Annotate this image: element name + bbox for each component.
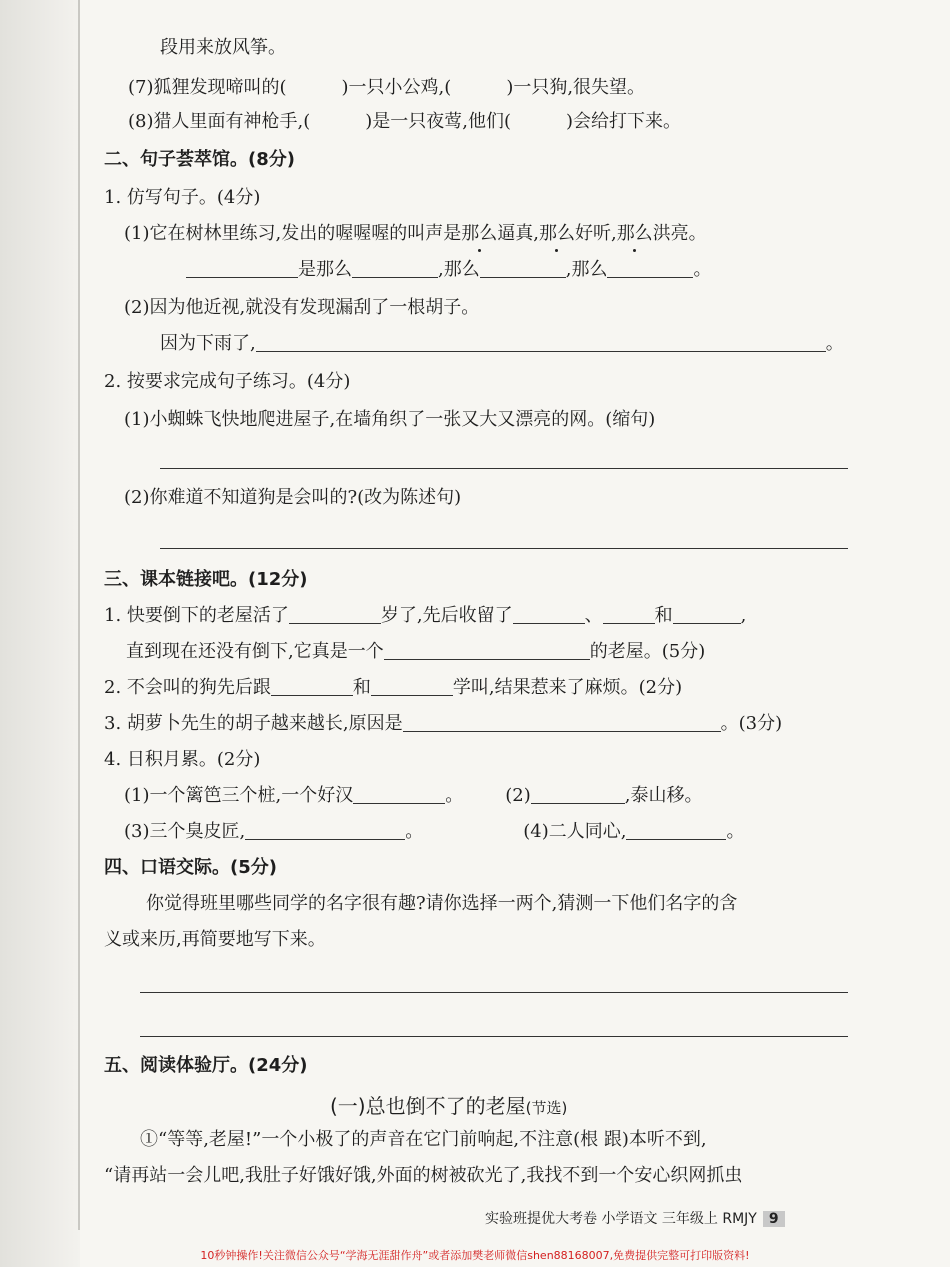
answer-line[interactable] [140, 1036, 848, 1037]
answer-blank[interactable] [513, 605, 585, 624]
answer-blank[interactable] [603, 605, 655, 624]
answer-blank[interactable] [256, 333, 826, 352]
s2-q1b-sentence: (2)因为他近视,就没有发现漏刮了一根胡子。 [124, 297, 480, 318]
passage-para-2: “请再站一会儿吧,我肚子好饿好饿,外面的树被砍光了,我找不到一个安心织网抓虫 [104, 1165, 743, 1186]
answer-blank[interactable] [245, 821, 405, 840]
passage-para-1: ①“等等,老屋!”一个小极了的声音在它门前响起,不注意(根 跟)本听不到, [140, 1129, 707, 1150]
answer-blank[interactable] [384, 641, 590, 660]
answer-blank[interactable] [371, 677, 453, 696]
s4-prompt-line1: 你觉得班里哪些同学的名字很有趣?请你选择一两个,猜测一下他们名字的含 [146, 893, 738, 914]
s3-q1-cont: 直到现在还没有倒下,它真是一个 的老屋。(5分) [126, 641, 706, 662]
s4-prompt-line2: 义或来历,再简要地写下来。 [104, 929, 326, 950]
s3-q3: 3. 胡萝卜先生的胡子越来越长,原因是 。(3分) [104, 713, 783, 734]
s3-q4-row2: (3)三个臭皮匠, 。 (4)二人同心, 。 [124, 821, 745, 842]
answer-blank[interactable] [186, 259, 298, 278]
s3-q4-title: 4. 日积月累。(2分) [104, 749, 261, 770]
question-8: (8)猎人里面有神枪手,( )是一只夜莺,他们( )会给打下来。 [128, 111, 682, 132]
s2-q2a: (1)小蜘蛛飞快地爬进屋子,在墙角织了一张又大又漂亮的网。(缩句) [124, 409, 656, 430]
page-footer: 实验班提优大考卷 小学语文 三年级上 RMJY 9 [485, 1208, 785, 1228]
s2-q2-title: 2. 按要求完成句子练习。(4分) [104, 371, 351, 392]
answer-blank[interactable] [289, 605, 381, 624]
answer-blank[interactable] [607, 259, 693, 278]
answer-line[interactable] [160, 468, 848, 469]
answer-blank[interactable] [673, 605, 741, 624]
answer-blank[interactable] [480, 259, 566, 278]
book-spine [0, 0, 80, 1267]
page-number: 9 [763, 1211, 785, 1227]
answer-blank[interactable] [626, 821, 726, 840]
s2-q1-sentence: (1)它在树林里练习,发出的喔喔喔的叫声是那么逼真,那么好听,那么洪亮。 [124, 223, 707, 244]
s2-q1-fill: 是那么 ,那么 ,那么 。 [186, 258, 711, 282]
s2-q2b: (2)你难道不知道狗是会叫的?(改为陈述句) [124, 487, 462, 508]
section-2-title: 二、句子荟萃馆。(8分) [104, 149, 295, 170]
answer-blank[interactable] [403, 713, 721, 732]
s2-q1-title: 1. 仿写句子。(4分) [104, 187, 261, 208]
answer-blank[interactable] [271, 677, 353, 696]
text-line: 段用来放风筝。 [160, 37, 286, 58]
s3-q2: 2. 不会叫的狗先后跟 和 学叫,结果惹来了麻烦。(2分) [104, 677, 683, 698]
answer-blank[interactable] [352, 259, 438, 278]
s3-q4-row1: (1)一个篱笆三个桩,一个好汉 。 (2) ,泰山移。 [124, 785, 703, 806]
section-5-title: 五、阅读体验厅。(24分) [104, 1055, 308, 1076]
answer-line[interactable] [160, 548, 848, 549]
section-3-title: 三、课本链接吧。(12分) [104, 569, 308, 590]
answer-blank[interactable] [353, 785, 445, 804]
s3-q1: 1. 快要倒下的老屋活了 岁了,先后收留了 、 和 , [104, 605, 747, 626]
answer-blank[interactable] [531, 785, 625, 804]
s2-q1b-fill: 因为下雨了, 。 [160, 333, 844, 354]
answer-line[interactable] [140, 992, 848, 993]
spine-divider [78, 0, 80, 1230]
question-7: (7)狐狸发现啼叫的( )一只小公鸡,( )一只狗,很失望。 [128, 77, 646, 98]
passage-title: (一)总也倒不了的老屋(节选) [330, 1094, 568, 1118]
section-4-title: 四、口语交际。(5分) [104, 857, 277, 878]
promo-banner: 10秒钟操作!关注微信公众号“学海无涯甜作舟”或者添加樊老师微信shen88168007,免费提供完整可打印版资料! [200, 1249, 750, 1262]
